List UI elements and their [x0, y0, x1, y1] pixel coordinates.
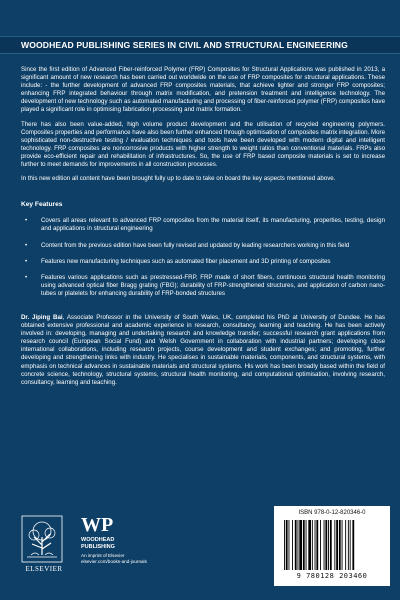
- key-feature-text: Covers all areas relevant to advanced FRP composites from the material itself, its manufacturing, properties, testing, design and applications in structural engineering: [41, 217, 385, 233]
- author-bio-text: , Associate Professor in the University of South Wales, UK, completed his PhD at University of Dundee. He has obtained extensive professional and academic experience in research, consultancy, learning and teaching. He has been actively involved in: developing, managing and undertaking research and knowledge transfer; successful research grant applications from research council (European Social Fund) and Welsh Government in collaboration with industrial partners; developing close international collaborations, including research projects, course development and student exchanges; and promoting, further developing and strengthening links with industry. He specialises in sustainable materials, components, and structural systems, with emphasis on technical advances in sustainable materials and structural systems. His work has been broadly based within the field of concrete science, technology, structural systems, structural health monitoring, and computational optimisation, involving research, consultancy, learning and teaching.: [21, 313, 385, 386]
- bullet-icon: •: [25, 257, 28, 265]
- wp-publisher-name: [81, 537, 115, 550]
- barcode-digits: 9 780128 203460: [296, 572, 368, 580]
- description-paragraph-2: There has also been value-added, high volume product development and the utilisation of recycled engineering polymers. Composites properties and performance have also been further enhanced through optimisation of composites matrix integration. More sophisticated non-destructive testing / evaluation techniques and tools have been developed with modern digital and intelligent technology. FRP composites are noncorrosive products with higher strength to weight ratios than conventional materials. FRPs also provide eco-efficient repair and rehabilitation of infrastructures. So, the use of FRP based composite materials is set to increase further to meet demands for improvements in all construction processes.: [21, 120, 385, 169]
- barcode-icon: [282, 520, 382, 572]
- author-bio: [21, 314, 385, 387]
- key-feature-item: [21, 258, 385, 266]
- description-paragraph-3: In this new edition all content have been brought fully up to date to take on board the key aspects mentioned above.: [21, 175, 336, 183]
- wp-name-line1: WOODHEAD: [81, 537, 115, 543]
- key-feature-item: [21, 242, 385, 250]
- bullet-icon: •: [25, 217, 28, 225]
- isbn-barcode-panel: [274, 506, 390, 586]
- bullet-icon: •: [25, 273, 28, 281]
- bullet-icon: •: [25, 241, 28, 249]
- back-cover-text: [21, 66, 385, 393]
- key-feature-text: Content from the previous edition have been fully revised and updated by leading researchers working in this field: [41, 241, 350, 249]
- key-features-list: [21, 217, 385, 298]
- isbn-text: ISBN 978-0-12-820346-0: [298, 510, 366, 516]
- key-feature-text: Features new manufacturing techniques such as automated fiber placement and 3D printing of composites: [41, 257, 331, 265]
- elsevier-tree-logo-icon: [21, 515, 63, 563]
- wp-logo-mark: WP: [81, 514, 114, 536]
- author-name: Dr. Jiping Bai: [21, 313, 63, 321]
- key-feature-text: Features various applications such as prestressed-FRP, FRP made of short fibers, continuous structural health monitoring using advanced optical fiber Bragg grating (FBG); durability of FRP-strengthened structures, and application of carbon nano-tubes or platelets for enhancing durability of FRP-bonded structures: [41, 273, 385, 297]
- imprint-note: [81, 553, 201, 565]
- wp-name-line2: PUBLISHING: [81, 543, 115, 550]
- description-paragraph-1: Since the first edition of Advanced Fiber-reinforced Polymer (FRP) Composites for Structural Applications was published in 2013, a significant amount of new research has been carried out worldwide on the use of FRP composites for structural applications. These include: - the further development of advanced FRP composites materials, that achieve lighter and stronger FRP composites; enhancing FRP integrated behaviour through matrix modification, and pretension treatment and intelligence technology. The development of new technology such as automated manufacturing and processing of fiber-reinforced polymer (FRP) composites have played a significant role in optimising fabrication processing and matrix formation.: [21, 66, 385, 114]
- key-feature-item: [21, 217, 385, 233]
- imprint-line1: An imprint of Elsevier: [81, 553, 125, 558]
- publisher-logos: [21, 515, 221, 595]
- key-features-heading: Key Features: [21, 201, 63, 209]
- series-title: WOODHEAD PUBLISHING SERIES IN CIVIL AND STRUCTURAL ENGINEERING: [21, 40, 348, 50]
- imprint-line2: elsevier.com/books-and-journals: [81, 559, 147, 564]
- key-feature-item: [21, 274, 385, 298]
- elsevier-wordmark: ELSEVIER: [25, 565, 63, 573]
